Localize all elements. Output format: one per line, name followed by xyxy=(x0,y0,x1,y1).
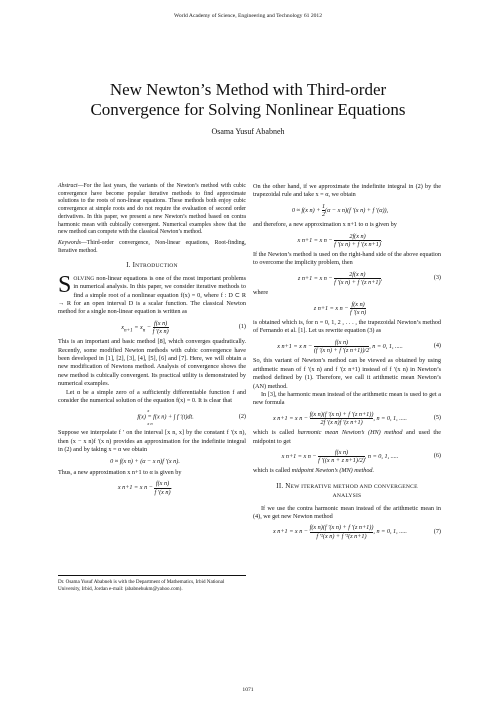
footnote: Dr. Osama Yusuf Ababneh is with the Department of Mathematics, Irbid National University, Irbid, Jordan e-mail: (ababnehukm@yahoo.com). xyxy=(58,575,246,592)
equation-9: x n+1 = x n − $\frac{\text{f(x n)}}{\text{(f ′(x n) + f ′(z n+1))/2}}$ , n = 0, 1, ..... (4) xyxy=(277,338,441,355)
right-paragraph-2: and therefore, a new approximation x n+1 to α is given by xyxy=(253,221,397,229)
right-paragraph-4: is obtained which is, for n = 0, 1, 2 , . . . , the trapezoidal Newton’s method of Fernando et al. [1]. Let us rewrite equation (3) as xyxy=(253,319,441,335)
right-paragraph-6: In [3], the harmonic mean instead of the arithmetic mean is used to get a new formula xyxy=(253,390,441,407)
right-paragraph-9: If we use the contra harmonic mean instead of the arithmetic mean in (4), we get new Newton method xyxy=(253,504,441,520)
section-heading-intro: I. INTRODUCTION xyxy=(126,261,178,270)
equation-5: 0 ≈ f(x n) + $\frac{1}{2}$ (α − x n)(f ′(x n) + f ′(α)), xyxy=(291,202,389,219)
section-heading-2: II. NEW ITERATIVE METHOD AND CONVERGENCE ANALYSIS xyxy=(276,481,418,500)
page-number: 1071 xyxy=(242,687,254,693)
right-paragraph-5: So, this variant of Newton’s method can be viewed as obtained by using arithmetic mean of f ′(x n) and f ′(z n+1) instead of f ′(x n) in Newton’s method defined by (1). Therefore, we call it arithmetic mean Newton’s (AN) method. xyxy=(253,357,441,390)
equation-7: z n+1 = x n − $\frac{\text{2f(x n)}}{\text{f ′(x n) + f ′(z n+1)}}$ , (3) xyxy=(297,270,441,287)
keywords xyxy=(58,240,246,255)
title-line-2: Convergence for Solving Nonlinear Equations xyxy=(90,100,406,119)
right-paragraph-8: which is called midpoint Newton’s (MN) method. xyxy=(253,467,375,475)
intro-paragraph-3: Let α be a simple zero of a sufficiently differentiable function f and consider the numerical solution of the equation f(x) = 0. It is clear that xyxy=(58,388,246,405)
paper-title xyxy=(0,80,496,120)
abstract xyxy=(58,183,246,237)
equation-11: x n+1 = x n − $\frac{\text{f(x n)}}{\text{f ′((x n + z n+1)/2)}}$ , n = 0, 1, ..... (6) xyxy=(281,448,441,465)
right-paragraph-7: which is called harmonic mean Newton’s (HN) method and used the midpoint to get xyxy=(253,429,441,445)
right-column xyxy=(253,183,441,543)
intro-paragraph-2: This is an important and basic method [8], which converges quadratically. Recently, some modified Newton methods with cubic convergence have been developed in [1], [2], [3], [4], [5], [6] and [7]. Here, we will obtain a new modification of Newtons method. Analysis of convergence shows the new method is cubically convergent. Its practical utility is demonstrated by numerical examples. xyxy=(58,338,246,388)
drop-cap: S xyxy=(58,271,72,298)
right-paragraph-1: On the other hand, if we approximate the indefinite integral in (2) by the trapezoidal rule and take x = α, we obtain xyxy=(253,183,441,199)
intro-paragraph-4: Suppose we interpolate f ′ on the interval [x n, x] by the constant f ′(x n), then (x − x n)f ′(x n) provides an approximation for the indefinite integral in (2) and by taking x = α we obtain xyxy=(58,429,246,454)
left-column xyxy=(58,183,246,499)
right-paragraph-3: If the Newton’s method is used on the right-hand side of the above equation to overcome the implicity problem, then xyxy=(253,251,441,267)
journal-header: World Academy of Science, Engineering and Technology 61 2012 xyxy=(173,13,323,19)
abstract-text: —For the last years, the variants of the Newton’s method with cubic convergence have become popular iterative methods to find approximate solutions to the roots of non-linear equations. These methods both enjoy cubic convergence at simple roots and do not require the evaluation of second order derivatives. In this paper, we present a new Newton’s method based on contra harmonic mean with cubically convergent. Numerical examples show that the new method can compete with the classical Newton’s method. xyxy=(58,183,246,236)
author: Osama Yusuf Ababneh xyxy=(211,127,285,136)
abstract-label: Abstract xyxy=(58,183,78,189)
equation-12: x n+1 = x n − $\frac{\text{f(x n)(f ′(x n) + f ′(z n+1))}}{\text{f ′²(x n) + f ′²(z n+1)}}$ , n = 0, 1, ..... (7) xyxy=(273,524,441,540)
equation-6: x n+1 = x n − $\frac{\text{2f(x n)}}{\text{f ′(x n) + f ′(x n+1)}}$ . xyxy=(297,232,383,248)
equation-10: x n+1 = x n − $\frac{\text{f(x n)(f ′(x n) + f ′(z n+1))}}{\text{2f ′(x n)f ′(z n+1)}}$ , n = 0, 1, ..... (5) xyxy=(273,410,441,426)
equation-2: f(x) = f(x n) + ∫ f ′(t)dt. x x n (2) xyxy=(137,408,246,427)
equation-8: z n+1 = x n − $\frac{\text{f(x n)}}{\text{f ′(x n)}}$ xyxy=(313,300,367,316)
keywords-text: —Third-order convergence, Non-linear equations, Root-finding, Iterative method. xyxy=(58,239,246,254)
keywords-label: Keywords xyxy=(58,239,81,246)
title-line-1: New Newton’s Method with Third-order xyxy=(109,80,387,99)
equation-3: 0 ≈ f(x n) + (α − x n)f ′(x n). xyxy=(110,457,180,465)
intro-paragraph-1: SOLVING non-linear equations is one of the most important problems in numerical analysis. In this paper, we consider iterative methods to find a simple root of a nonlinear equation f(x) = 0, where f : D ⊂ R → R for an open interval D is a scalar function. The classical Newton method for a single non-linear equation is written as xyxy=(58,271,246,316)
where-label: where xyxy=(253,289,269,297)
equation-4: x n+1 = x n − $\frac{\text{f(x n)}}{\text{f ′(x n)}}$ . xyxy=(117,480,173,496)
intro-paragraph-5: Thus, a new approximation x n+1 to α is given by xyxy=(58,469,182,477)
equation-1: $x_{n+1} = x_n$ − $\frac{\text{f(x n)}}{\text{f ′(x n)}}$ (1) xyxy=(121,319,246,335)
